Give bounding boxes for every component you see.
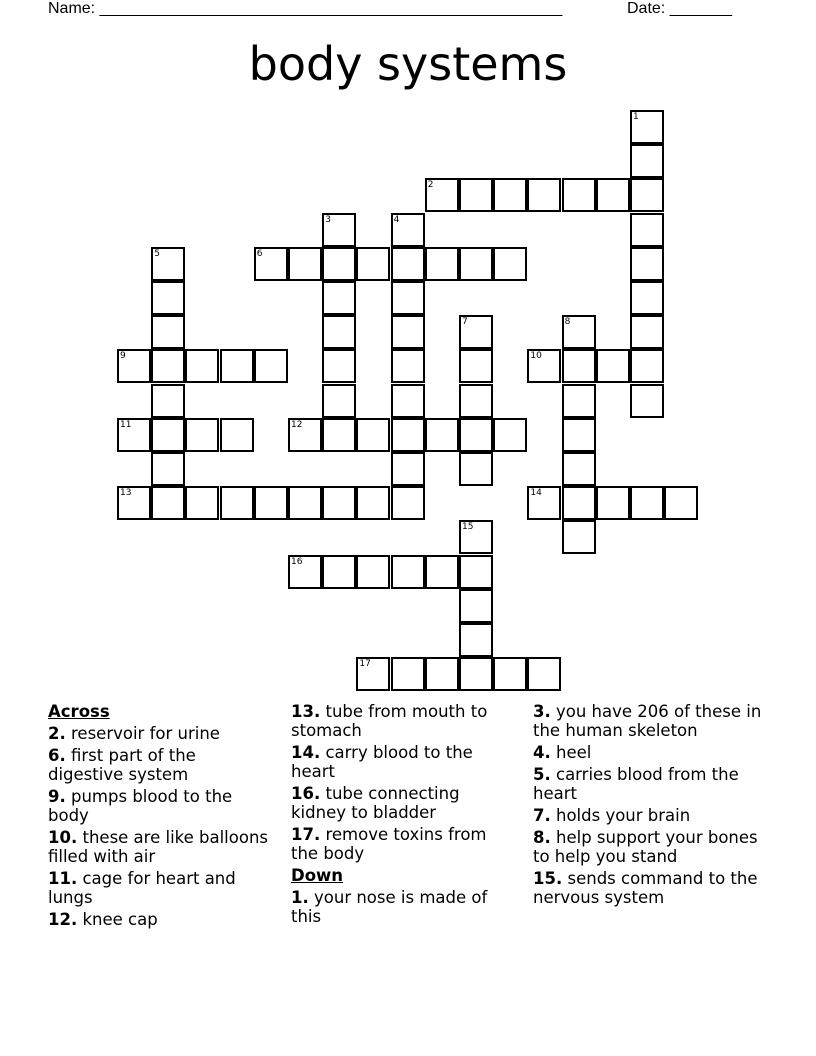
crossword-cell[interactable] <box>459 315 493 349</box>
crossword-cell[interactable] <box>185 486 219 520</box>
crossword-cell[interactable] <box>630 315 664 349</box>
crossword-cell[interactable] <box>527 486 561 520</box>
clue-number: 3. <box>533 702 551 721</box>
clue-text: these are like balloons filled with air <box>48 828 269 866</box>
crossword-cell[interactable] <box>459 520 493 554</box>
clue-across-14 <box>291 743 517 781</box>
crossword-cell[interactable] <box>459 623 493 657</box>
clue-down-7 <box>533 806 763 825</box>
crossword-cell[interactable] <box>391 247 425 281</box>
crossword-cell[interactable] <box>562 520 596 554</box>
crossword-cell[interactable] <box>322 315 356 349</box>
crossword-cell[interactable] <box>117 418 151 452</box>
clue-number: 15. <box>533 869 563 888</box>
cell-number: 7 <box>462 317 468 328</box>
date-field-label[interactable]: Date: _______ <box>627 0 732 17</box>
crossword-cell[interactable] <box>391 486 425 520</box>
clue-text: reservoir for urine <box>71 724 220 743</box>
cell-number: 16 <box>291 556 303 567</box>
crossword-cell[interactable] <box>459 247 493 281</box>
crossword-cell[interactable] <box>322 555 356 589</box>
clues-column-2 <box>291 702 517 929</box>
crossword-cell[interactable] <box>459 657 493 691</box>
clue-text: carries blood from the heart <box>533 765 739 803</box>
cell-number: 11 <box>120 419 132 430</box>
crossword-cell[interactable] <box>630 247 664 281</box>
clue-number: 12. <box>48 910 78 929</box>
cell-number: 10 <box>530 351 542 362</box>
crossword-cell[interactable] <box>356 555 390 589</box>
crossword-cell[interactable] <box>562 486 596 520</box>
clue-number: 6. <box>48 746 66 765</box>
clue-across-2 <box>48 724 274 743</box>
clue-number: 1. <box>291 888 309 907</box>
crossword-cell[interactable] <box>220 418 254 452</box>
clue-text: pumps blood to the body <box>48 787 233 825</box>
crossword-cell[interactable] <box>185 349 219 383</box>
crossword-cell[interactable] <box>459 418 493 452</box>
clue-across-16 <box>291 784 517 822</box>
crossword-cell[interactable] <box>630 281 664 315</box>
crossword-cell[interactable] <box>151 418 185 452</box>
clue-number: 2. <box>48 724 66 743</box>
crossword-cell[interactable] <box>630 384 664 418</box>
down-heading: Down <box>291 866 344 885</box>
crossword-cell[interactable] <box>288 555 322 589</box>
clue-text: heel <box>556 743 592 762</box>
clue-across-11 <box>48 869 274 907</box>
crossword-cell[interactable] <box>117 486 151 520</box>
page-title: body systems <box>248 37 568 91</box>
crossword-cell[interactable] <box>220 349 254 383</box>
cell-number: 5 <box>154 248 160 259</box>
crossword-cell[interactable] <box>493 247 527 281</box>
crossword-cell[interactable] <box>425 657 459 691</box>
cell-number: 2 <box>427 180 434 191</box>
clue-across-6 <box>48 746 274 784</box>
clue-number: 10. <box>48 828 78 847</box>
clue-across-9 <box>48 787 274 825</box>
crossword-cell[interactable] <box>151 315 185 349</box>
cell-number: 17 <box>359 659 371 670</box>
crossword-cell[interactable] <box>425 418 459 452</box>
clue-text: your nose is made of this <box>291 888 488 926</box>
crossword-cell[interactable] <box>493 178 527 212</box>
crossword-cell[interactable] <box>596 349 630 383</box>
crossword-cell[interactable] <box>151 384 185 418</box>
clue-number: 11. <box>48 869 78 888</box>
clue-number: 17. <box>291 825 321 844</box>
crossword-cell[interactable] <box>322 247 356 281</box>
crossword-cell[interactable] <box>322 281 356 315</box>
cell-number: 3 <box>325 214 331 225</box>
crossword-cell[interactable] <box>356 247 390 281</box>
clue-number: 7. <box>533 806 551 825</box>
clue-down-1 <box>291 888 517 926</box>
clue-text: remove toxins from the body <box>291 825 487 863</box>
cell-number: 8 <box>564 317 571 328</box>
crossword-cell[interactable] <box>220 486 254 520</box>
crossword-cell[interactable] <box>322 349 356 383</box>
clue-down-5 <box>533 765 763 803</box>
clue-text: help support your bones to help you stand <box>533 828 758 866</box>
cell-number: 4 <box>393 214 400 225</box>
crossword-cell[interactable] <box>391 281 425 315</box>
crossword-cell[interactable] <box>459 452 493 486</box>
clue-across-12 <box>48 910 274 929</box>
crossword-cell[interactable] <box>254 486 288 520</box>
crossword-cell[interactable] <box>151 349 185 383</box>
crossword-cell[interactable] <box>151 452 185 486</box>
crossword-cell[interactable] <box>562 452 596 486</box>
crossword-cell[interactable] <box>630 486 664 520</box>
clue-number: 14. <box>291 743 321 762</box>
cell-number: 14 <box>530 488 542 499</box>
cell-number: 6 <box>256 248 263 259</box>
cell-number: 1 <box>633 112 639 122</box>
crossword-cell[interactable] <box>596 178 630 212</box>
clue-text: holds your brain <box>556 806 691 825</box>
cell-number: 15 <box>462 522 474 533</box>
crossword-cell[interactable] <box>459 349 493 383</box>
crossword-cell[interactable] <box>527 349 561 383</box>
crossword-cell[interactable] <box>562 315 596 349</box>
crossword-cell[interactable] <box>288 418 322 452</box>
crossword-cell[interactable] <box>254 247 288 281</box>
clue-text: cage for heart and lungs <box>48 869 236 907</box>
clue-across-13 <box>291 702 517 740</box>
crossword-cell[interactable] <box>562 418 596 452</box>
crossword-cell[interactable] <box>562 349 596 383</box>
clue-number: 8. <box>533 828 551 847</box>
crossword-cell[interactable] <box>391 349 425 383</box>
clue-text: first part of the digestive system <box>48 746 196 784</box>
crossword-cell[interactable] <box>356 486 390 520</box>
crossword-cell[interactable] <box>459 178 493 212</box>
clue-down-4 <box>533 743 763 762</box>
clue-text: sends command to the nervous system <box>533 869 758 907</box>
crossword-cell[interactable] <box>527 178 561 212</box>
crossword-cell[interactable] <box>391 555 425 589</box>
crossword-cell[interactable] <box>288 247 322 281</box>
crossword-cell[interactable] <box>322 213 356 247</box>
clue-across-17 <box>291 825 517 863</box>
crossword-cell[interactable] <box>562 384 596 418</box>
crossword-cell[interactable] <box>254 349 288 383</box>
across-heading: Across <box>48 702 110 721</box>
crossword-cell[interactable] <box>322 384 356 418</box>
crossword-cell[interactable] <box>630 178 664 212</box>
cell-number: 13 <box>120 488 132 499</box>
clue-down-3 <box>533 702 763 740</box>
crossword-cell[interactable] <box>630 110 664 144</box>
crossword-cell[interactable] <box>151 281 185 315</box>
crossword-cell[interactable] <box>391 657 425 691</box>
crossword-cell[interactable] <box>630 213 664 247</box>
crossword-cell[interactable] <box>527 657 561 691</box>
crossword-cell[interactable] <box>151 247 185 281</box>
clue-across-10 <box>48 828 274 866</box>
crossword-cell[interactable] <box>425 247 459 281</box>
crossword-cell[interactable] <box>356 657 390 691</box>
name-field-label[interactable]: Name: ____________________________________________________ <box>48 0 563 17</box>
crossword-cell[interactable] <box>391 213 425 247</box>
crossword-cell[interactable] <box>322 486 356 520</box>
crossword-cell[interactable] <box>151 486 185 520</box>
crossword-cell[interactable] <box>425 555 459 589</box>
crossword-cell[interactable] <box>493 657 527 691</box>
crossword-cell[interactable] <box>185 418 219 452</box>
cell-number: 12 <box>291 419 303 430</box>
crossword-cell[interactable] <box>391 384 425 418</box>
clues-column-1 <box>48 702 274 932</box>
clue-text: you have 206 of these in the human skeleton <box>533 702 762 740</box>
crossword-cell[interactable] <box>117 349 151 383</box>
clue-down-15 <box>533 869 763 907</box>
crossword-cell[interactable] <box>596 486 630 520</box>
clue-down-8 <box>533 828 763 866</box>
clues-column-3 <box>533 702 763 910</box>
crossword-cell[interactable] <box>356 418 390 452</box>
crossword-cell[interactable] <box>562 178 596 212</box>
clue-number: 13. <box>291 702 321 721</box>
clue-number: 9. <box>48 787 66 806</box>
crossword-cell[interactable] <box>322 418 356 452</box>
clue-number: 16. <box>291 784 321 803</box>
clue-text: knee cap <box>82 910 158 929</box>
clue-text: tube from mouth to stomach <box>291 702 488 740</box>
crossword-cell[interactable] <box>288 486 322 520</box>
crossword-cell[interactable] <box>391 315 425 349</box>
clue-number: 4. <box>533 743 551 762</box>
crossword-cell[interactable] <box>630 144 664 178</box>
clue-text: tube connecting kidney to bladder <box>291 784 460 822</box>
crossword-cell[interactable] <box>391 418 425 452</box>
crossword-cell[interactable] <box>391 452 425 486</box>
crossword-cell[interactable] <box>664 486 698 520</box>
clue-text: carry blood to the heart <box>291 743 473 781</box>
crossword-cell[interactable] <box>459 384 493 418</box>
clue-number: 5. <box>533 765 551 784</box>
crossword-cell[interactable] <box>630 349 664 383</box>
crossword-cell[interactable] <box>459 589 493 623</box>
crossword-cell[interactable] <box>459 555 493 589</box>
crossword-cell[interactable] <box>425 178 459 212</box>
cell-number: 9 <box>120 351 126 362</box>
crossword-cell[interactable] <box>493 418 527 452</box>
